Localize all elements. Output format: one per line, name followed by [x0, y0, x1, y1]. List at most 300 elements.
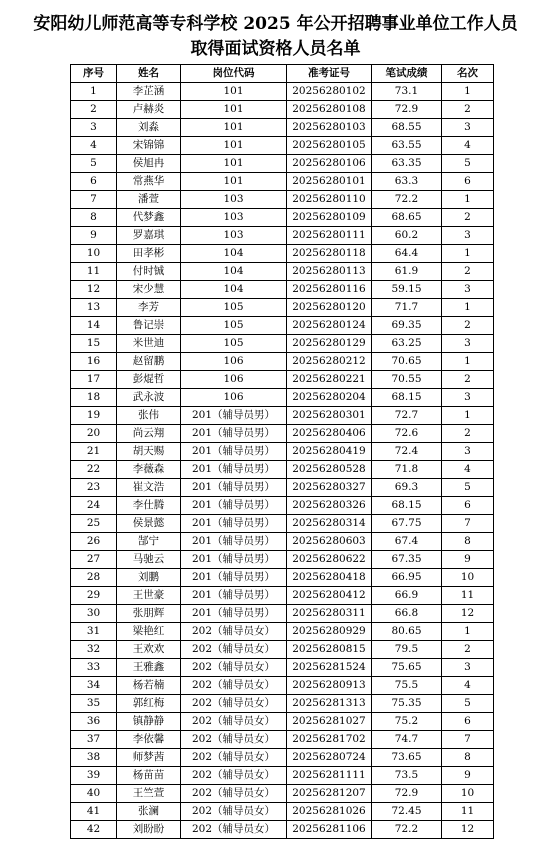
cell-seq: 2	[71, 101, 117, 119]
cell-seq: 24	[71, 497, 117, 515]
cell-post-code: 106	[181, 371, 287, 389]
cell-seq: 23	[71, 479, 117, 497]
cell-post-code: 201（辅导员男）	[181, 497, 287, 515]
cell-ticket-number: 20256280929	[287, 623, 372, 641]
cell-post-code: 202（辅导员女）	[181, 821, 287, 839]
cell-rank: 10	[442, 569, 494, 587]
cell-seq: 27	[71, 551, 117, 569]
cell-written-score: 73.5	[372, 767, 442, 785]
table-row	[71, 497, 494, 515]
cell-rank: 12	[442, 605, 494, 623]
cell-written-score: 68.15	[372, 497, 442, 515]
cell-ticket-number: 20256280221	[287, 371, 372, 389]
cell-rank: 4	[442, 461, 494, 479]
cell-name: 付时铖	[117, 263, 181, 281]
cell-post-code: 201（辅导员男）	[181, 587, 287, 605]
cell-name: 刘盼盼	[117, 821, 181, 839]
table-row	[71, 803, 494, 821]
cell-ticket-number: 20256280622	[287, 551, 372, 569]
cell-rank: 11	[442, 587, 494, 605]
table-row	[71, 119, 494, 137]
cell-name: 师梦茜	[117, 749, 181, 767]
cell-rank: 9	[442, 551, 494, 569]
cell-post-code: 202（辅导员女）	[181, 677, 287, 695]
cell-name: 郭红梅	[117, 695, 181, 713]
cell-seq: 5	[71, 155, 117, 173]
cell-ticket-number: 20256280109	[287, 209, 372, 227]
cell-ticket-number: 20256280913	[287, 677, 372, 695]
cell-rank: 7	[442, 515, 494, 533]
cell-post-code: 202（辅导员女）	[181, 785, 287, 803]
table-row	[71, 317, 494, 335]
cell-rank: 9	[442, 767, 494, 785]
cell-name: 彭焜哲	[117, 371, 181, 389]
cell-written-score: 61.9	[372, 263, 442, 281]
table-row	[71, 551, 494, 569]
cell-ticket-number: 20256280113	[287, 263, 372, 281]
cell-name: 卢赫炎	[117, 101, 181, 119]
cell-written-score: 72.2	[372, 191, 442, 209]
cell-written-score: 72.45	[372, 803, 442, 821]
cell-seq: 40	[71, 785, 117, 803]
cell-rank: 1	[442, 245, 494, 263]
cell-rank: 1	[442, 83, 494, 101]
cell-ticket-number: 20256280105	[287, 137, 372, 155]
cell-name: 赵留鹏	[117, 353, 181, 371]
cell-ticket-number: 20256281106	[287, 821, 372, 839]
cell-name: 胡天赐	[117, 443, 181, 461]
cell-name: 刘淼	[117, 119, 181, 137]
cell-written-score: 72.4	[372, 443, 442, 461]
cell-post-code: 105	[181, 317, 287, 335]
table-row	[71, 371, 494, 389]
cell-post-code: 202（辅导员女）	[181, 713, 287, 731]
cell-ticket-number: 20256280418	[287, 569, 372, 587]
table-row	[71, 173, 494, 191]
cell-rank: 8	[442, 533, 494, 551]
cell-written-score: 67.35	[372, 551, 442, 569]
cell-written-score: 79.5	[372, 641, 442, 659]
table-row	[71, 407, 494, 425]
cell-written-score: 72.9	[372, 785, 442, 803]
cell-seq: 7	[71, 191, 117, 209]
cell-seq: 39	[71, 767, 117, 785]
cell-post-code: 201（辅导员男）	[181, 407, 287, 425]
cell-rank: 4	[442, 137, 494, 155]
cell-ticket-number: 20256280103	[287, 119, 372, 137]
cell-name: 田孝彬	[117, 245, 181, 263]
table-row	[71, 389, 494, 407]
cell-written-score: 75.65	[372, 659, 442, 677]
cell-written-score: 69.35	[372, 317, 442, 335]
table-row	[71, 731, 494, 749]
table-row	[71, 83, 494, 101]
cell-written-score: 69.3	[372, 479, 442, 497]
header-name: 姓名	[117, 65, 181, 83]
cell-written-score: 73.1	[372, 83, 442, 101]
document-title-line-2: 取得面试资格人员名单	[190, 39, 361, 59]
table-row	[71, 227, 494, 245]
cell-rank: 12	[442, 821, 494, 839]
cell-post-code: 202（辅导员女）	[181, 659, 287, 677]
cell-post-code: 101	[181, 173, 287, 191]
cell-name: 刘鹏	[117, 569, 181, 587]
cell-rank: 5	[442, 155, 494, 173]
cell-name: 侯旭冉	[117, 155, 181, 173]
header-rank: 名次	[442, 65, 494, 83]
cell-ticket-number: 20256281313	[287, 695, 372, 713]
table-row	[71, 479, 494, 497]
cell-ticket-number: 20256280111	[287, 227, 372, 245]
cell-ticket-number: 20256280314	[287, 515, 372, 533]
cell-name: 尚云翔	[117, 425, 181, 443]
cell-written-score: 68.65	[372, 209, 442, 227]
cell-name: 梁艳红	[117, 623, 181, 641]
cell-written-score: 64.4	[372, 245, 442, 263]
cell-post-code: 201（辅导员男）	[181, 443, 287, 461]
cell-seq: 15	[71, 335, 117, 353]
table-row	[71, 191, 494, 209]
cell-name: 王世豪	[117, 587, 181, 605]
cell-seq: 4	[71, 137, 117, 155]
cell-post-code: 103	[181, 191, 287, 209]
cell-post-code: 201（辅导员男）	[181, 461, 287, 479]
cell-post-code: 101	[181, 101, 287, 119]
cell-written-score: 68.55	[372, 119, 442, 137]
cell-name: 王竺萱	[117, 785, 181, 803]
cell-seq: 18	[71, 389, 117, 407]
cell-written-score: 72.2	[372, 821, 442, 839]
cell-post-code: 101	[181, 119, 287, 137]
cell-ticket-number: 20256280116	[287, 281, 372, 299]
cell-seq: 13	[71, 299, 117, 317]
cell-ticket-number: 20256280212	[287, 353, 372, 371]
cell-seq: 29	[71, 587, 117, 605]
cell-name: 罗嘉琪	[117, 227, 181, 245]
cell-name: 马驰云	[117, 551, 181, 569]
table-row	[71, 713, 494, 731]
cell-rank: 10	[442, 785, 494, 803]
cell-post-code: 103	[181, 227, 287, 245]
cell-seq: 22	[71, 461, 117, 479]
cell-written-score: 74.7	[372, 731, 442, 749]
table-row	[71, 623, 494, 641]
cell-name: 杨若楠	[117, 677, 181, 695]
cell-written-score: 63.35	[372, 155, 442, 173]
table-row	[71, 641, 494, 659]
cell-post-code: 202（辅导员女）	[181, 767, 287, 785]
table-row	[71, 785, 494, 803]
cell-name: 李依馨	[117, 731, 181, 749]
cell-name: 代梦鑫	[117, 209, 181, 227]
cell-rank: 2	[442, 317, 494, 335]
table-body	[71, 83, 494, 839]
cell-ticket-number: 20256280106	[287, 155, 372, 173]
cell-rank: 2	[442, 425, 494, 443]
cell-written-score: 72.6	[372, 425, 442, 443]
cell-post-code: 104	[181, 245, 287, 263]
cell-name: 郜宁	[117, 533, 181, 551]
cell-rank: 11	[442, 803, 494, 821]
cell-post-code: 101	[181, 137, 287, 155]
cell-seq: 42	[71, 821, 117, 839]
cell-seq: 34	[71, 677, 117, 695]
cell-rank: 1	[442, 623, 494, 641]
cell-post-code: 201（辅导员男）	[181, 569, 287, 587]
cell-name: 李仕腾	[117, 497, 181, 515]
cell-rank: 1	[442, 353, 494, 371]
cell-post-code: 202（辅导员女）	[181, 803, 287, 821]
cell-rank: 3	[442, 443, 494, 461]
cell-rank: 2	[442, 101, 494, 119]
cell-seq: 3	[71, 119, 117, 137]
cell-name: 张澜	[117, 803, 181, 821]
cell-rank: 4	[442, 677, 494, 695]
cell-seq: 9	[71, 227, 117, 245]
table-row	[71, 281, 494, 299]
cell-post-code: 106	[181, 389, 287, 407]
cell-seq: 10	[71, 245, 117, 263]
cell-rank: 2	[442, 641, 494, 659]
cell-rank: 6	[442, 173, 494, 191]
cell-post-code: 201（辅导员男）	[181, 515, 287, 533]
cell-seq: 6	[71, 173, 117, 191]
cell-ticket-number: 20256280120	[287, 299, 372, 317]
cell-rank: 7	[442, 731, 494, 749]
cell-seq: 8	[71, 209, 117, 227]
cell-written-score: 63.55	[372, 137, 442, 155]
cell-rank: 6	[442, 713, 494, 731]
cell-post-code: 201（辅导员男）	[181, 425, 287, 443]
cell-post-code: 101	[181, 155, 287, 173]
cell-post-code: 202（辅导员女）	[181, 749, 287, 767]
table-row	[71, 263, 494, 281]
table-row	[71, 569, 494, 587]
cell-ticket-number: 20256280118	[287, 245, 372, 263]
cell-post-code: 201（辅导员男）	[181, 479, 287, 497]
table-row	[71, 677, 494, 695]
cell-ticket-number: 20256280129	[287, 335, 372, 353]
cell-seq: 37	[71, 731, 117, 749]
cell-post-code: 105	[181, 335, 287, 353]
cell-written-score: 67.4	[372, 533, 442, 551]
cell-name: 常燕华	[117, 173, 181, 191]
cell-name: 张朋辉	[117, 605, 181, 623]
table-row	[71, 695, 494, 713]
cell-seq: 36	[71, 713, 117, 731]
cell-written-score: 63.3	[372, 173, 442, 191]
cell-seq: 12	[71, 281, 117, 299]
cell-name: 李芳	[117, 299, 181, 317]
table-row	[71, 335, 494, 353]
cell-ticket-number: 20256280311	[287, 605, 372, 623]
cell-ticket-number: 20256281524	[287, 659, 372, 677]
cell-seq: 33	[71, 659, 117, 677]
cell-name: 宋锦锦	[117, 137, 181, 155]
table-row	[71, 353, 494, 371]
cell-seq: 32	[71, 641, 117, 659]
cell-written-score: 72.9	[372, 101, 442, 119]
cell-ticket-number: 20256280204	[287, 389, 372, 407]
table-row	[71, 533, 494, 551]
cell-written-score: 71.8	[372, 461, 442, 479]
cell-post-code: 104	[181, 263, 287, 281]
cell-rank: 2	[442, 371, 494, 389]
table-row	[71, 209, 494, 227]
cell-name: 崔文浩	[117, 479, 181, 497]
cell-ticket-number: 20256281702	[287, 731, 372, 749]
header-post-code: 岗位代码	[181, 65, 287, 83]
cell-ticket-number: 20256280412	[287, 587, 372, 605]
cell-post-code: 106	[181, 353, 287, 371]
cell-name: 杨苗苗	[117, 767, 181, 785]
cell-post-code: 202（辅导员女）	[181, 641, 287, 659]
cell-seq: 35	[71, 695, 117, 713]
cell-post-code: 202（辅导员女）	[181, 731, 287, 749]
table-row	[71, 659, 494, 677]
cell-seq: 21	[71, 443, 117, 461]
cell-name: 李芷涵	[117, 83, 181, 101]
table-row	[71, 767, 494, 785]
cell-rank: 3	[442, 389, 494, 407]
cell-written-score: 67.75	[372, 515, 442, 533]
table-row	[71, 605, 494, 623]
cell-post-code: 202（辅导员女）	[181, 623, 287, 641]
cell-name: 鲁记崇	[117, 317, 181, 335]
cell-name: 宋少慧	[117, 281, 181, 299]
table-row	[71, 425, 494, 443]
cell-seq: 17	[71, 371, 117, 389]
table-row	[71, 299, 494, 317]
cell-post-code: 103	[181, 209, 287, 227]
cell-rank: 1	[442, 299, 494, 317]
cell-rank: 5	[442, 695, 494, 713]
cell-ticket-number: 20256281111	[287, 767, 372, 785]
cell-seq: 19	[71, 407, 117, 425]
table-row	[71, 137, 494, 155]
cell-written-score: 71.7	[372, 299, 442, 317]
cell-post-code: 201（辅导员男）	[181, 605, 287, 623]
cell-ticket-number: 20256280419	[287, 443, 372, 461]
table-row	[71, 443, 494, 461]
candidates-table	[70, 64, 494, 839]
cell-written-score: 66.95	[372, 569, 442, 587]
cell-seq: 38	[71, 749, 117, 767]
cell-written-score: 66.8	[372, 605, 442, 623]
cell-seq: 25	[71, 515, 117, 533]
cell-written-score: 66.9	[372, 587, 442, 605]
cell-name: 王欢欢	[117, 641, 181, 659]
table-row	[71, 821, 494, 839]
cell-ticket-number: 20256281027	[287, 713, 372, 731]
cell-seq: 30	[71, 605, 117, 623]
cell-name: 镇静静	[117, 713, 181, 731]
document-title-line-1: 安阳幼儿师范高等专科学校 2025 年公开招聘事业单位工作人员	[33, 14, 518, 34]
table-row	[71, 749, 494, 767]
cell-written-score: 75.5	[372, 677, 442, 695]
cell-seq: 31	[71, 623, 117, 641]
cell-ticket-number: 20256281207	[287, 785, 372, 803]
cell-rank: 6	[442, 497, 494, 515]
cell-seq: 1	[71, 83, 117, 101]
cell-written-score: 70.55	[372, 371, 442, 389]
cell-post-code: 201（辅导员男）	[181, 533, 287, 551]
cell-ticket-number: 20256280301	[287, 407, 372, 425]
cell-name: 李薇森	[117, 461, 181, 479]
cell-post-code: 104	[181, 281, 287, 299]
cell-name: 米世迪	[117, 335, 181, 353]
cell-rank: 1	[442, 407, 494, 425]
cell-written-score: 60.2	[372, 227, 442, 245]
cell-seq: 41	[71, 803, 117, 821]
cell-rank: 2	[442, 209, 494, 227]
cell-written-score: 72.7	[372, 407, 442, 425]
cell-name: 武永波	[117, 389, 181, 407]
table-row	[71, 101, 494, 119]
cell-seq: 11	[71, 263, 117, 281]
cell-ticket-number: 20256280406	[287, 425, 372, 443]
cell-ticket-number: 20256280815	[287, 641, 372, 659]
cell-written-score: 63.25	[372, 335, 442, 353]
cell-seq: 20	[71, 425, 117, 443]
cell-written-score: 73.65	[372, 749, 442, 767]
cell-ticket-number: 20256280102	[287, 83, 372, 101]
table-row	[71, 461, 494, 479]
table-header-row	[71, 65, 494, 83]
cell-written-score: 68.15	[372, 389, 442, 407]
table-row	[71, 515, 494, 533]
cell-name: 潘萱	[117, 191, 181, 209]
cell-ticket-number: 20256280124	[287, 317, 372, 335]
cell-seq: 28	[71, 569, 117, 587]
cell-written-score: 70.65	[372, 353, 442, 371]
header-ticket-number: 准考证号	[287, 65, 372, 83]
cell-rank: 5	[442, 479, 494, 497]
cell-post-code: 105	[181, 299, 287, 317]
cell-rank: 3	[442, 659, 494, 677]
cell-name: 侯景懿	[117, 515, 181, 533]
cell-ticket-number: 20256280110	[287, 191, 372, 209]
cell-written-score: 80.65	[372, 623, 442, 641]
cell-rank: 3	[442, 281, 494, 299]
cell-rank: 3	[442, 335, 494, 353]
cell-ticket-number: 20256280724	[287, 749, 372, 767]
cell-ticket-number: 20256280101	[287, 173, 372, 191]
cell-rank: 2	[442, 263, 494, 281]
cell-rank: 8	[442, 749, 494, 767]
header-written-score: 笔试成绩	[372, 65, 442, 83]
cell-written-score: 75.2	[372, 713, 442, 731]
cell-post-code: 101	[181, 83, 287, 101]
cell-ticket-number: 20256280528	[287, 461, 372, 479]
cell-rank: 3	[442, 119, 494, 137]
table-row	[71, 587, 494, 605]
cell-post-code: 202（辅导员女）	[181, 695, 287, 713]
cell-seq: 14	[71, 317, 117, 335]
table-row	[71, 245, 494, 263]
table-row	[71, 155, 494, 173]
cell-ticket-number: 20256280327	[287, 479, 372, 497]
cell-name: 王雅鑫	[117, 659, 181, 677]
cell-rank: 1	[442, 191, 494, 209]
cell-ticket-number: 20256280108	[287, 101, 372, 119]
cell-rank: 3	[442, 227, 494, 245]
cell-ticket-number: 20256281026	[287, 803, 372, 821]
cell-seq: 16	[71, 353, 117, 371]
cell-written-score: 75.35	[372, 695, 442, 713]
cell-ticket-number: 20256280603	[287, 533, 372, 551]
cell-seq: 26	[71, 533, 117, 551]
